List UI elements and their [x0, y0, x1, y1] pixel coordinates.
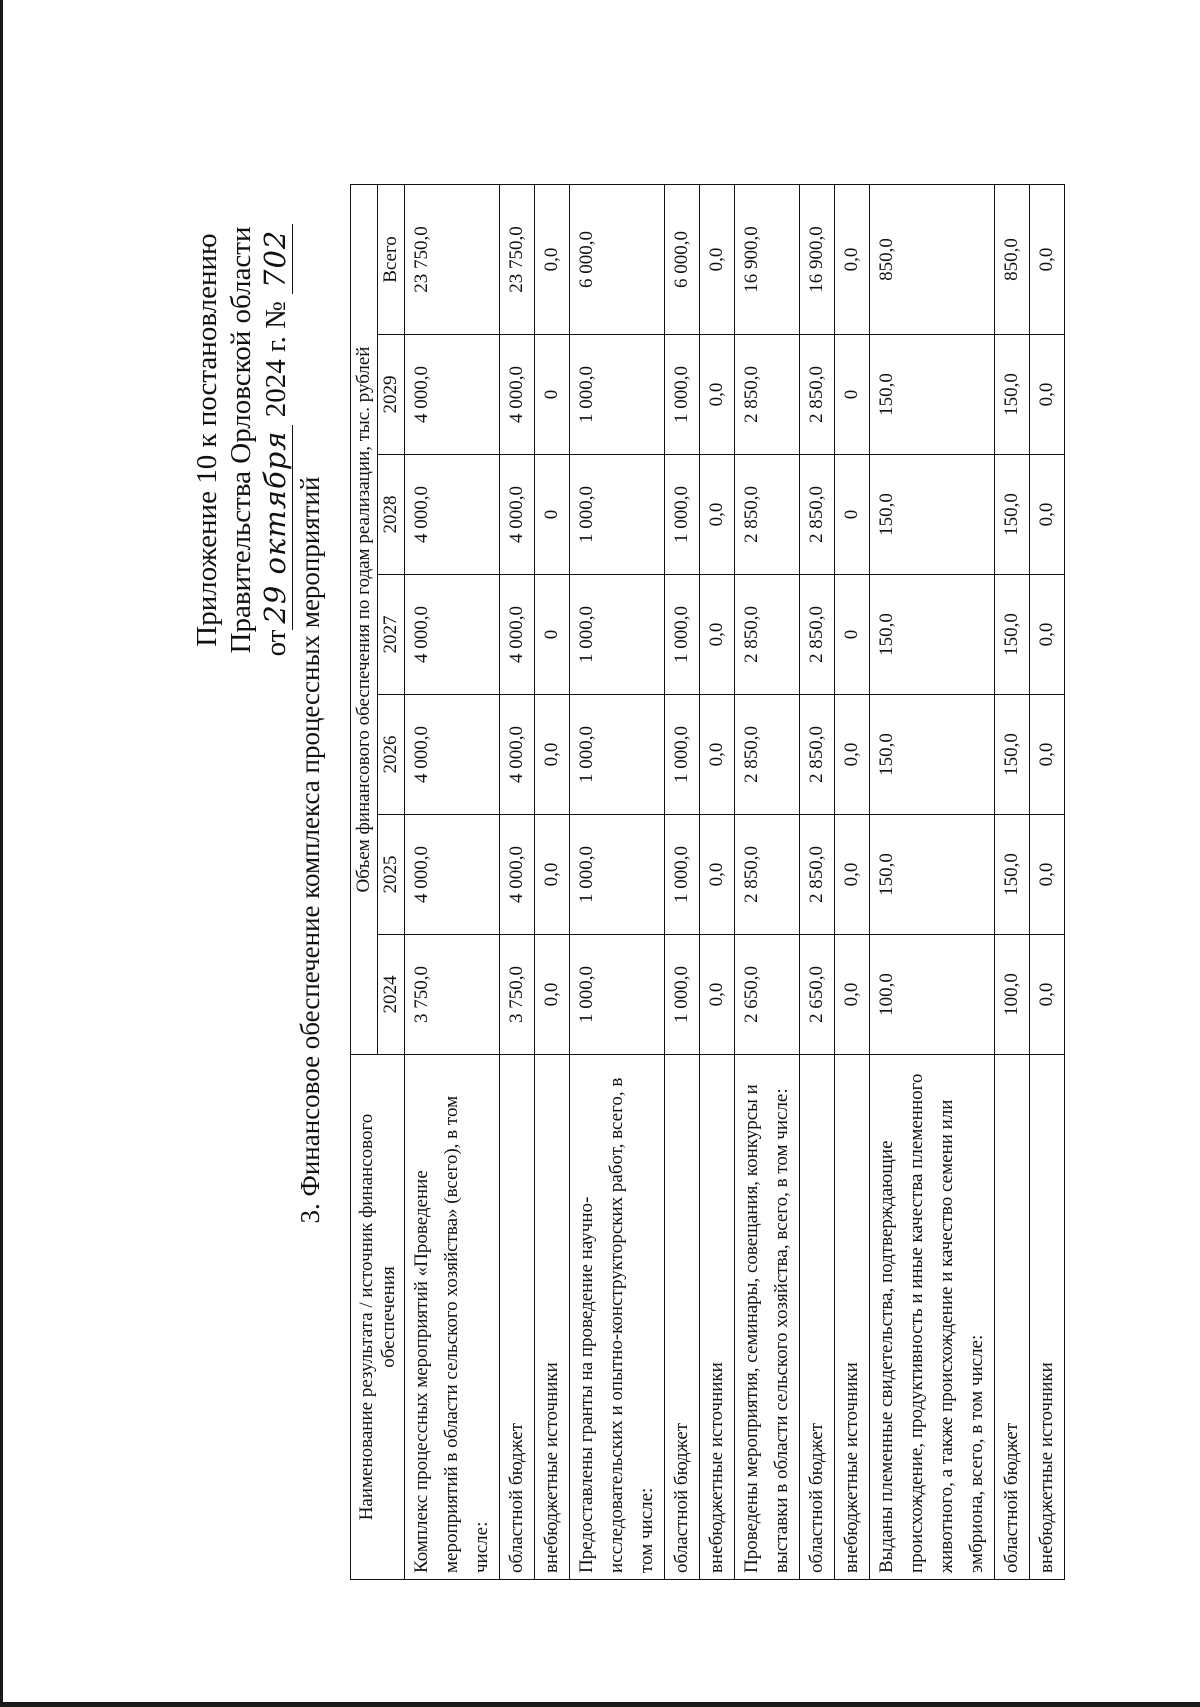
row-value-cell: 150,0	[870, 455, 995, 575]
row-value-cell: 2 850,0	[735, 695, 800, 815]
table-row	[700, 185, 735, 1580]
row-total-cell: 16 900,0	[735, 185, 800, 335]
row-value-cell: 0,0	[1030, 815, 1065, 935]
row-total-cell: 23 750,0	[500, 185, 535, 335]
row-value-cell: 1 000,0	[570, 575, 665, 695]
row-name-cell: областной бюджет	[665, 1055, 700, 1580]
rotated-page	[160, 20, 1200, 1640]
year-header: 2027	[378, 575, 405, 695]
row-value-cell: 0,0	[835, 935, 870, 1055]
table-row	[870, 185, 995, 1580]
total-header: Всего	[378, 185, 405, 335]
row-value-cell: 0	[535, 335, 570, 455]
row-value-cell: 2 850,0	[735, 815, 800, 935]
row-total-cell: 23 750,0	[405, 185, 500, 335]
year-header: 2024	[378, 935, 405, 1055]
row-value-cell: 2 850,0	[800, 815, 835, 935]
row-value-cell: 2 850,0	[800, 335, 835, 455]
row-name-cell: Проведены мероприятия, семинары, совещания, конкурсы и выставки в области сельского хозяйства, всего, в том числе:	[735, 1055, 800, 1580]
table-row	[800, 185, 835, 1580]
table-row	[665, 185, 700, 1580]
row-value-cell: 0,0	[1030, 575, 1065, 695]
appendix-line-2: Правительства Орловской области	[225, 226, 257, 654]
row-value-cell: 1 000,0	[665, 695, 700, 815]
row-total-cell: 16 900,0	[800, 185, 835, 335]
row-value-cell: 100,0	[995, 935, 1030, 1055]
row-value-cell: 4 000,0	[500, 815, 535, 935]
row-value-cell: 0,0	[1030, 935, 1065, 1055]
row-value-cell: 150,0	[870, 695, 995, 815]
appendix-header	[190, 90, 293, 790]
row-value-cell: 1 000,0	[665, 935, 700, 1055]
year-header: 2026	[378, 695, 405, 815]
row-value-cell: 0	[835, 575, 870, 695]
row-name-cell: Предоставлены гранты на проведение научно-исследовательских и опытно-конструкторских работ, всего, в том числе:	[570, 1055, 665, 1580]
year-header: 2029	[378, 335, 405, 455]
row-value-cell: 1 000,0	[665, 815, 700, 935]
scan-edge-left	[0, 0, 3, 1707]
row-value-cell: 150,0	[870, 335, 995, 455]
row-total-cell: 6 000,0	[665, 185, 700, 335]
row-value-cell: 4 000,0	[500, 695, 535, 815]
row-value-cell: 0,0	[700, 935, 735, 1055]
row-value-cell: 0,0	[700, 335, 735, 455]
row-value-cell: 0,0	[700, 455, 735, 575]
row-value-cell: 1 000,0	[570, 935, 665, 1055]
row-value-cell: 150,0	[995, 455, 1030, 575]
row-value-cell: 0	[835, 455, 870, 575]
table-header-row-1	[351, 185, 378, 1580]
row-value-cell: 0,0	[535, 695, 570, 815]
row-value-cell: 0	[835, 335, 870, 455]
row-name-cell: областной бюджет	[800, 1055, 835, 1580]
row-total-cell: 6 000,0	[570, 185, 665, 335]
row-total-cell: 0,0	[835, 185, 870, 335]
row-value-cell: 4 000,0	[500, 575, 535, 695]
row-value-cell: 4 000,0	[405, 815, 500, 935]
row-value-cell: 150,0	[870, 815, 995, 935]
row-value-cell: 3 750,0	[500, 935, 535, 1055]
row-value-cell: 0,0	[835, 815, 870, 935]
row-total-cell: 850,0	[995, 185, 1030, 335]
row-name-cell: областной бюджет	[500, 1055, 535, 1580]
financing-table	[350, 184, 1065, 1580]
row-value-cell: 1 000,0	[665, 335, 700, 455]
table-row	[835, 185, 870, 1580]
scan-edge-bottom	[0, 1702, 1200, 1707]
row-value-cell: 0,0	[700, 575, 735, 695]
row-value-cell: 2 650,0	[800, 935, 835, 1055]
row-value-cell: 150,0	[995, 575, 1030, 695]
row-total-cell: 0,0	[700, 185, 735, 335]
row-value-cell: 1 000,0	[570, 335, 665, 455]
row-value-cell: 4 000,0	[500, 455, 535, 575]
row-value-cell: 4 000,0	[500, 335, 535, 455]
row-total-cell: 0,0	[535, 185, 570, 335]
row-value-cell: 0,0	[1030, 455, 1065, 575]
row-total-cell: 850,0	[870, 185, 995, 335]
row-value-cell: 3 750,0	[405, 935, 500, 1055]
row-value-cell: 2 850,0	[735, 575, 800, 695]
row-value-cell: 1 000,0	[570, 815, 665, 935]
row-value-cell: 0	[535, 455, 570, 575]
volume-header: Объем финансового обеспечения по годам реализации, тыс. рублей	[351, 185, 378, 1055]
row-value-cell: 150,0	[995, 815, 1030, 935]
row-value-cell: 2 850,0	[800, 695, 835, 815]
row-name-cell: внебюджетные источники	[835, 1055, 870, 1580]
table-row	[995, 185, 1030, 1580]
table-row	[735, 185, 800, 1580]
year-header: 2028	[378, 455, 405, 575]
col-name-header: Наименование результата / источник финансового обеспечения	[351, 1055, 405, 1580]
row-name-cell: Комплекс процессных мероприятий «Проведение мероприятий в области сельского хозяйства» (всего), в том числе:	[405, 1055, 500, 1580]
row-value-cell: 2 850,0	[800, 455, 835, 575]
row-value-cell: 0,0	[700, 695, 735, 815]
row-value-cell: 0,0	[835, 695, 870, 815]
row-name-cell: внебюджетные источники	[700, 1055, 735, 1580]
table-row	[405, 185, 500, 1580]
handwritten-number: 702	[258, 224, 293, 294]
row-value-cell: 0,0	[1030, 695, 1065, 815]
section-title: 3. Финансовое обеспечение комплекса процессных мероприятий	[295, 476, 325, 1224]
table-row	[500, 185, 535, 1580]
row-value-cell: 0,0	[535, 935, 570, 1055]
row-value-cell: 4 000,0	[405, 455, 500, 575]
from-prefix: от	[260, 629, 292, 657]
row-value-cell: 0	[535, 575, 570, 695]
handwritten-date: 29 октября	[258, 425, 293, 630]
row-name-cell: Выданы племенные свидетельства, подтверждающие происхождение, продуктивность и иные качества племенного животного, а также происхождение и качество семени или эмбриона, всего, в том числе:	[870, 1055, 995, 1580]
row-value-cell: 0,0	[1030, 335, 1065, 455]
row-value-cell: 1 000,0	[665, 575, 700, 695]
row-value-cell: 0,0	[700, 815, 735, 935]
row-value-cell: 4 000,0	[405, 575, 500, 695]
row-value-cell: 150,0	[995, 335, 1030, 455]
row-value-cell: 0,0	[535, 815, 570, 935]
row-value-cell: 150,0	[870, 575, 995, 695]
year-header: 2025	[378, 815, 405, 935]
row-name-cell: областной бюджет	[995, 1055, 1030, 1580]
row-name-cell: внебюджетные источники	[535, 1055, 570, 1580]
row-value-cell: 100,0	[870, 935, 995, 1055]
row-value-cell: 1 000,0	[570, 455, 665, 575]
year-suffix: 2024 г. №	[260, 301, 292, 418]
table-row	[570, 185, 665, 1580]
appendix-date-line	[258, 90, 293, 790]
row-value-cell: 2 850,0	[800, 575, 835, 695]
row-value-cell: 1 000,0	[570, 695, 665, 815]
table-row	[1030, 185, 1065, 1580]
row-value-cell: 2 850,0	[735, 455, 800, 575]
row-value-cell: 4 000,0	[405, 335, 500, 455]
table-row	[535, 185, 570, 1580]
row-value-cell: 1 000,0	[665, 455, 700, 575]
row-value-cell: 2 650,0	[735, 935, 800, 1055]
appendix-line-1: Приложение 10 к постановлению	[191, 233, 223, 647]
row-total-cell: 0,0	[1030, 185, 1065, 335]
row-value-cell: 4 000,0	[405, 695, 500, 815]
row-value-cell: 2 850,0	[735, 335, 800, 455]
row-value-cell: 150,0	[995, 695, 1030, 815]
row-name-cell: внебюджетные источники	[1030, 1055, 1065, 1580]
